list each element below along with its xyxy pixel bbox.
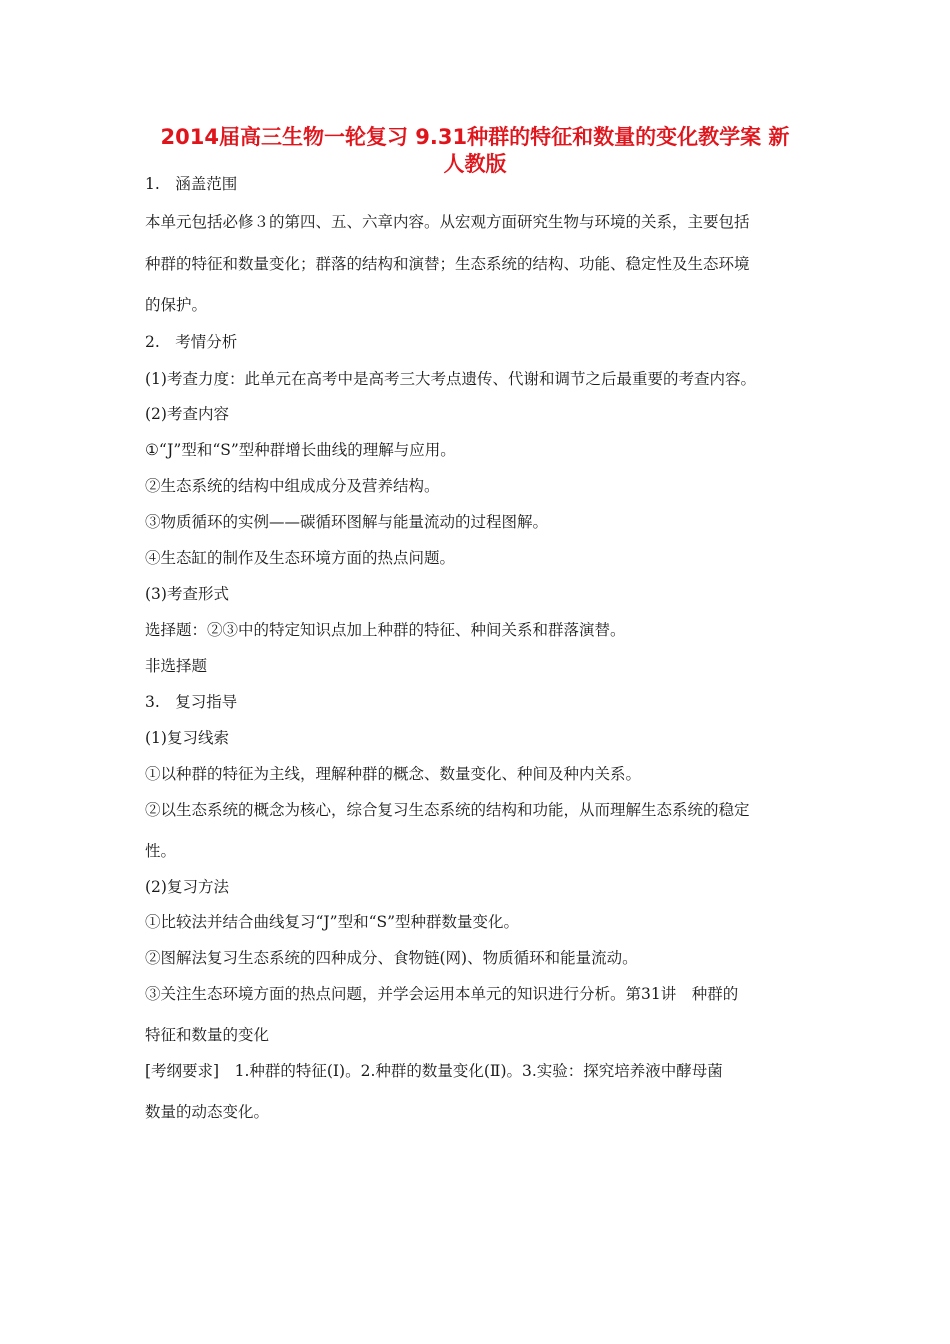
text-line: ①比较法并结合曲线复习“J”型和“S”型种群数量变化。	[145, 913, 520, 931]
text-line: (3)考查形式	[145, 585, 229, 603]
text-line: 选择题：②③中的特定知识点加上种群的特征、种间关系和群落演替。	[145, 621, 626, 639]
text-line: 数量的动态变化。	[145, 1103, 270, 1121]
text-line: 性。	[145, 842, 177, 860]
text-line: 2. 考情分析	[145, 333, 238, 351]
text-line: 1. 涵盖范围	[145, 175, 238, 193]
text-line: ③关注生态环境方面的热点问题，并学会运用本单元的知识进行分析。第31讲 种群的	[145, 985, 739, 1003]
text-line: 非选择题	[145, 657, 208, 675]
text-line: (1)考查力度：此单元在高考中是高考三大考点遗传、代谢和调节之后最重要的考查内容。	[145, 370, 756, 388]
text-line: 3. 复习指导	[145, 693, 238, 711]
text-line: 特征和数量的变化	[145, 1026, 270, 1044]
title-line-2: 人教版	[443, 152, 507, 176]
text-line: ②图解法复习生态系统的四种成分、食物链(网)、物质循环和能量流动。	[145, 949, 638, 967]
document-title	[120, 124, 830, 178]
text-line: (2)复习方法	[145, 878, 229, 896]
text-line: ①“J”型和“S”型种群增长曲线的理解与应用。	[145, 441, 456, 459]
text-line: ②生态系统的结构中组成成分及营养结构。	[145, 477, 440, 495]
text-line: (2)考查内容	[145, 405, 229, 423]
text-line: ②以生态系统的概念为核心，综合复习生态系统的结构和功能，从而理解生态系统的稳定	[145, 801, 750, 819]
text-line: ④生态缸的制作及生态环境方面的热点问题。	[145, 549, 456, 567]
text-line: ①以种群的特征为主线，理解种群的概念、数量变化、种间及种内关系。	[145, 765, 642, 783]
text-line: (1)复习线索	[145, 729, 229, 747]
text-line: 的保护。	[145, 296, 208, 314]
text-line: 种群的特征和数量变化；群落的结构和演替；生态系统的结构、功能、稳定性及生态环境	[145, 255, 750, 273]
title-line-1: 2014届高三生物一轮复习 9.31种群的特征和数量的变化教学案 新	[160, 125, 790, 149]
text-line: [考纲要求] 1.种群的特征(Ⅰ)。2.种群的数量变化(Ⅱ)。3.实验：探究培养液中酵母菌	[145, 1062, 723, 1080]
text-line: ③物质循环的实例——碳循环图解与能量流动的过程图解。	[145, 513, 549, 531]
text-line: 本单元包括必修３的第四、五、六章内容。从宏观方面研究生物与环境的关系，主要包括	[145, 213, 750, 231]
